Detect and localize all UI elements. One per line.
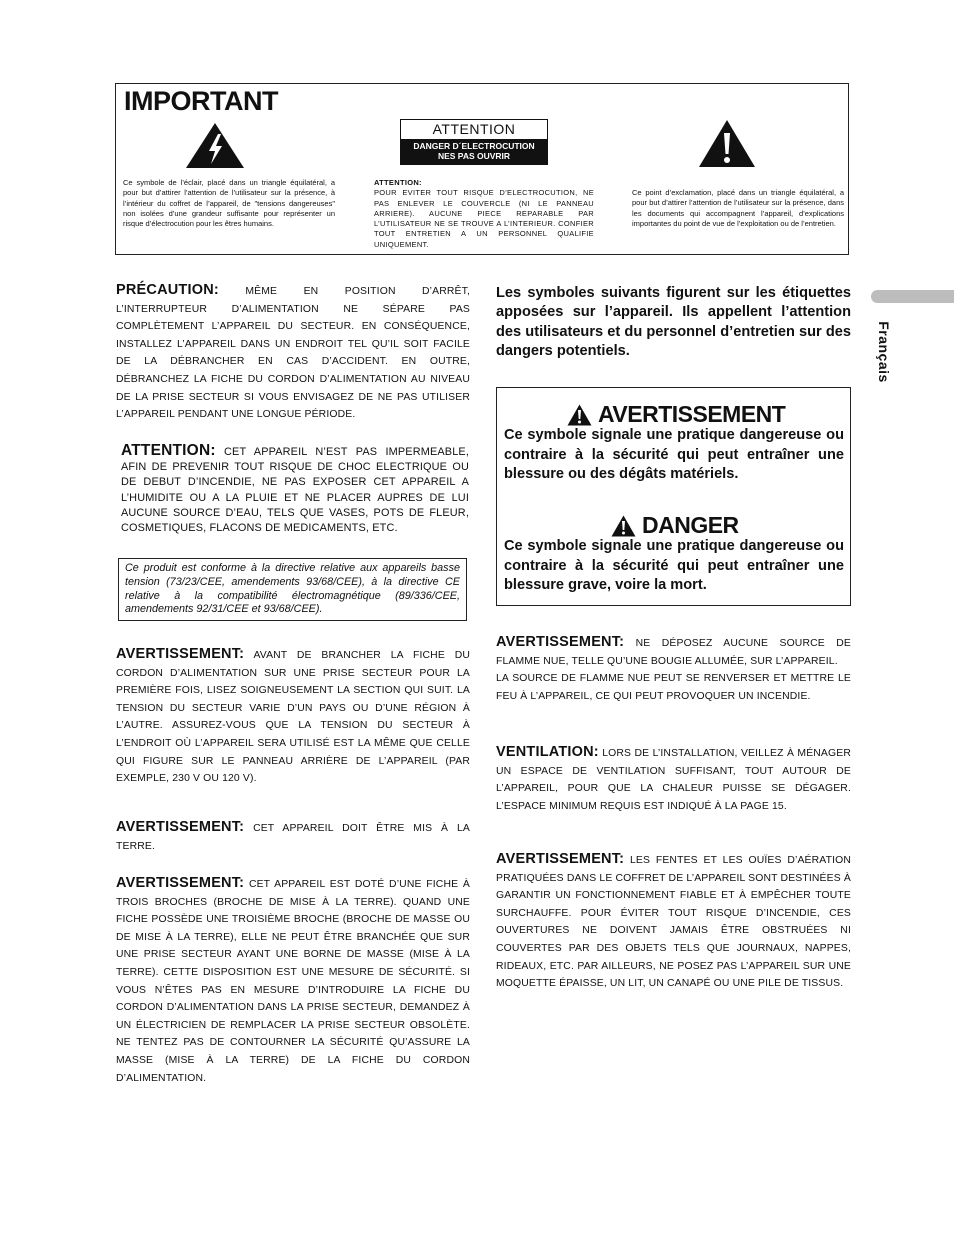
warning-triangle-icon: [567, 404, 592, 426]
warning-three-pin-paragraph: [116, 875, 470, 1087]
warning-plug-lead: AVERTISSEMENT:: [116, 646, 245, 662]
warning-triangle-icon: [611, 515, 636, 537]
attention-text: CET APPAREIL N’EST PAS IMPERMEABLE, AFIN DE PREVENIR TOUT RISQUE DE CHOC ELECTRIQUE OU DE DEBUT D’INCENDIE, NE PAS EXPOSER CET APPAREIL A L’HUMIDITE OU A LA PLUIE ET NE PLACER AUPRES DE LUI AUCUNE SOURCE D’EAU, TELS QUE VASES, POTS DE FLEUR, COSMETIQUES, FLACONS DE MEDICAMENTS, ETC.: [121, 446, 470, 535]
attention-label-warning: [401, 139, 547, 164]
warning-flame-lead: AVERTISSEMENT:: [496, 634, 625, 650]
precaution-paragraph: [116, 282, 470, 424]
warning-earth-text: CET APPAREIL DOIT ÊTRE MIS À LA TERRE.: [116, 823, 470, 852]
danger-heading: [611, 512, 739, 539]
avertissement-heading-text: AVERTISSEMENT: [598, 401, 786, 427]
warning-three-pin-text: CET APPAREIL EST DOTÉ D’UNE FICHE À TROIS BROCHES (BROCHE DE MISE À LA TERRE). QUAND UNE FICHE POSSÈDE UNE TROISIÈME BROCHE (BROCHE DE MASSE OU DE MISE À LA TERRE), ELLE NE PEUT ÊTRE BRANCHÉE QUE SUR UNE PRISE SECTEUR AYANT UNE BORNE DE MASSE (MISE À LA TERRE). CETTE DISPOSITION EST UNE MESURE DE SÉCURITÉ. SI VOUS N’ÊTES PAS EN MESURE D’INTRODUIRE LA FICHE DU CORDON D’ALIMENTATION DANS LA PRISE SECTEUR, DEMANDEZ À UN ÉLECTRICIEN DE REMPLACER LA PRISE SECTEUR OBSOLÈTE. NE TENTEZ PAS DE CONTOURNER LA SÉCURITÉ QU’ASSURE LA MASSE (MISE À LA TERRE) DE LA FICHE DU CORDON D’ALIMENTATION.: [116, 879, 470, 1084]
attention-paragraph: [121, 443, 469, 536]
precaution-lead: PRÉCAUTION:: [116, 282, 219, 298]
language-label: [870, 312, 898, 392]
warning-vents-text: LES FENTES ET LES OUÏES D’AÉRATION PRATIQUÉES DANS LE COFFRET DE L’APPAREIL SONT DESTINÉES À GARANTIR UN FONCTIONNEMENT FIABLE ET À EMPÊCHER TOUTE SURCHAUFFE. POUR ÉVITER TOUT RISQUE D’INCENDIE, CES OUVERTURES NE DOIVENT JAMAIS ÊTRE OBSTRUÉES NI COUVERTES PAR DES OBJETS TELS QUE JOURNAUX, NAPPES, RIDEAUX, ETC. PAR AILLEURS, NE POSEZ PAS L’APPAREIL SUR UNE MOQUETTE ÉPAISSE, UN LIT, UN CANAPÉ OU UNE PILE DE TISSUS.: [496, 855, 851, 990]
exclamation-triangle-icon: [698, 119, 756, 168]
avertissement-heading: [567, 401, 785, 428]
lightning-triangle-icon: [185, 122, 245, 169]
attention-label-line1: DANGER D´ELECTROCUTION: [413, 141, 535, 151]
warning-flame-text: NE DÉPOSEZ AUCUNE SOURCE DE FLAMME NUE, TELLE QU’UNE BOUGIE ALLUMÉE, SUR L’APPAREIL.: [496, 638, 851, 667]
important-title: IMPORTANT: [124, 86, 278, 116]
attention-lead: ATTENTION:: [121, 442, 216, 459]
attention-note: [374, 178, 594, 250]
important-box: [115, 83, 849, 255]
ventilation-paragraph: [496, 744, 851, 815]
warning-plug-paragraph: [116, 646, 470, 788]
language-label-text: Français: [876, 321, 892, 383]
avertissement-description: Ce symbole signale une pratique dangereuse ou contraire à la sécurité qui peut entraîner une blessure ou des dégâts matériels.: [504, 427, 844, 483]
warning-vents-lead: AVERTISSEMENT:: [496, 851, 625, 867]
attention-label-title: ATTENTION: [432, 121, 516, 137]
conformity-box: Ce produit est conforme à la directive relative aux appareils basse tension (73/23/CEE, amendements 93/68/CEE), à la directive CE relative à la compatibilité électromagnétique (89/336/CEE, amendements 92/31/CEE et 93/68/CEE).: [118, 558, 467, 621]
lightning-symbol-note: Ce symbole de l’éclair, placé dans un triangle équilatéral, a pour but d’attirer l’attention de l’utilisateur sur la présence, à l’intérieur du coffret de l’appareil, de "tensions dangereuses" non isolées d’une grandeur suffisante pour représenter un risque d’électrocution pour les êtres humains.: [123, 178, 335, 229]
attention-label: [400, 119, 548, 165]
warning-flame-paragraph: [496, 634, 851, 705]
warning-symbols-box: [496, 387, 851, 606]
precaution-text: MÊME EN POSITION D’ARRÊT, L’INTERRUPTEUR D’ALIMENTATION NE SÉPARE PAS COMPLÈTEMENT L’APPAREIL DU SECTEUR. EN CONSÉQUENCE, INSTALLEZ L’APPAREIL DANS UN ENDROIT TEL QU’IL SOIT FACILE DE LA DÉBRANCHER EN CAS D’ACCIDENT. EN OUTRE, DÉBRANCHEZ LA FICHE DU CORDON D’ALIMENTATION AU NIVEAU DE LA PRISE SECTEUR SI VOUS ENVISAGEZ DE NE PAS UTILISER L’APPAREIL PENDANT UNE LONGUE PÉRIODE.: [116, 286, 470, 421]
danger-description: Ce symbole signale une pratique dangereuse ou contraire à la sécurité qui peut entraîner une blessure grave, voire la mort.: [504, 538, 844, 594]
ventilation-text: LORS DE L’INSTALLATION, VEILLEZ À MÉNAGER UN ESPACE DE VENTILATION SUFFISANT, TOUT AUTOUR DE L’APPAREIL, POUR QUE LA CHALEUR PUISSE SE DÉGAGER. L’ESPACE MINIMUM REQUIS EST INDIQUÉ À LA PAGE 15.: [496, 748, 851, 812]
attention-label-line2: NES PAS OUVRIR: [437, 151, 511, 161]
language-tab: [871, 290, 954, 303]
exclamation-symbol-note: Ce point d’exclamation, placé dans un triangle équilatéral, a pour but d’attirer l’attention de l’utilisateur sur la présence, dans les documents qui accompagnent l’appareil, d’explications importantes du point de vue de l’exploitation ou de l’entretien.: [632, 188, 844, 228]
attention-note-title: ATTENTION:: [374, 178, 422, 187]
attention-note-text: POUR EVITER TOUT RISQUE D’ELECTROCUTION, NE PAS ENLEVER LE COUVERCLE (NI LE PANNEAU ARRIERE). AUCUNE PIECE REPARABLE PAR L’UTILISATEUR NE SE TROUVE A L’INTERIEUR. CONFIER TOUT ENTRETIEN A UN PERSONNEL QUALIFIE UNIQUEMENT.: [374, 188, 594, 249]
ventilation-lead: VENTILATION:: [496, 744, 599, 760]
warning-vents-paragraph: [496, 851, 851, 993]
symbols-intro: Les symboles suivants figurent sur les étiquettes apposées sur l’appareil. Ils appellent l’attention des utilisateurs et du personnel d’entretien sur des dangers potentiels.: [496, 285, 851, 359]
warning-earth-paragraph: [116, 819, 470, 855]
warning-flame-text-2: LA SOURCE DE FLAMME NUE PEUT SE RENVERSER ET METTRE LE FEU À L’APPAREIL, CE QUI PEUT PROVOQUER UN INCENDIE.: [496, 673, 851, 702]
danger-heading-text: DANGER: [642, 512, 739, 538]
warning-earth-lead: AVERTISSEMENT:: [116, 819, 245, 835]
warning-three-pin-lead: AVERTISSEMENT:: [116, 875, 245, 891]
warning-plug-text: AVANT DE BRANCHER LA FICHE DU CORDON D’ALIMENTATION SUR UNE PRISE SECTEUR POUR LA PREMIÈRE FOIS, LISEZ SOIGNEUSEMENT LA SECTION QUI SUIT. LA TENSION DU SECTEUR VARIE D’UN PAYS OU D’UNE RÉGION À L’AUTRE. ASSUREZ-VOUS QUE LA TENSION DU SECTEUR À L’ENDROIT OÙ L’APPAREIL SERA UTILISÉ EST LA MÊME QUE CELLE QUI FIGURE SUR LE PANNEAU ARRIÈRE DE L’APPAREIL (PAR EXEMPLE, 230 V OU 120 V).: [116, 650, 470, 785]
